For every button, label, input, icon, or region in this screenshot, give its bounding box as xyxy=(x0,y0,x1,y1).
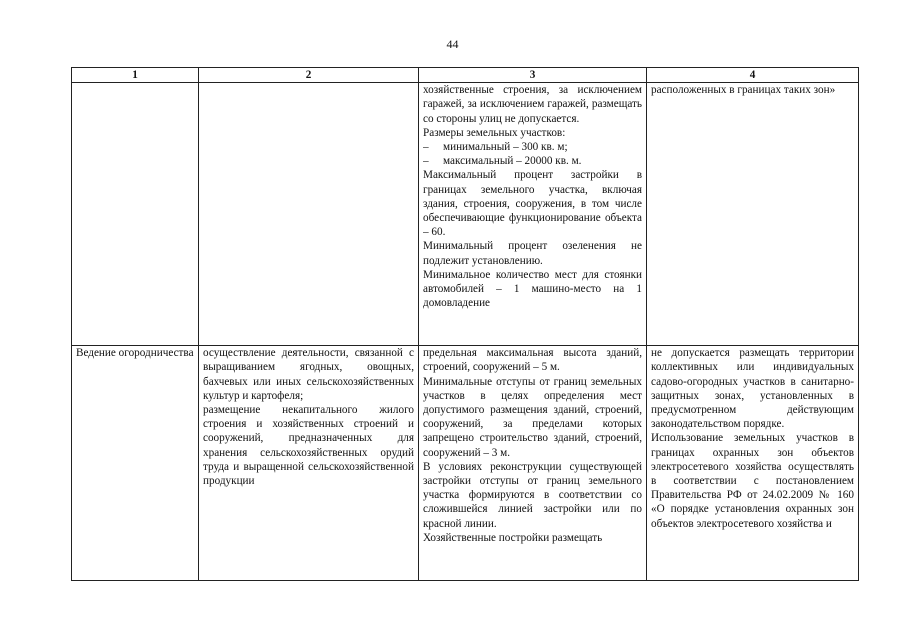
paragraph: не допускается размещать территории коллективных или индивидуальных садово-огородных участков в санитарно-защитных зонах, установленных в предусмотренном действующим законодательством порядке. xyxy=(651,347,854,431)
row1-col4-cell xyxy=(647,83,859,346)
paragraph: В условиях реконструкции существующей застройки отступы от границ земельного участка формируются в соответствии со сложившейся линией застройки или по красной линии. xyxy=(423,460,642,530)
column-header-1: 1 xyxy=(72,68,199,83)
column-header-3: 3 xyxy=(419,68,647,83)
paragraph: предельная максимальная высота зданий, строений, сооружений – 5 м. xyxy=(423,347,642,374)
row2-col2-text xyxy=(203,346,414,580)
row2-col1-cell xyxy=(72,346,199,581)
paragraph: Размеры земельных участков: xyxy=(423,126,566,139)
row1-col3-text xyxy=(423,83,642,345)
table-header-row xyxy=(72,68,859,83)
page-number: 44 xyxy=(446,37,459,51)
row2-col4-text xyxy=(651,346,854,580)
row1-col1-cell xyxy=(72,83,199,346)
paragraph: Минимальный процент озеленения не подлежит установлению. xyxy=(423,240,642,267)
table-row xyxy=(72,83,859,346)
paragraph: Максимальный процент застройки в границах земельного участка, включая здания, строения, сооружения, в том числе обеспечивающие функционирование объекта – 60. xyxy=(423,169,642,239)
paragraph: осуществление деятельности, связанной с выращиванием ягодных, овощных, бахчевых или иных сельскохозяйственных культур и картофеля; xyxy=(203,347,414,402)
list-item: – максимальный – 20000 кв. м. xyxy=(423,155,582,168)
dash-marker: – xyxy=(423,155,429,168)
paragraph: Минимальные отступы от границ земельных участков в целях определения мест допустимого размещения зданий, строений, сооружений, за пределами которых запрещено строительство зданий, строений, сооружений – 3 м. xyxy=(423,375,642,459)
row1-col3-cell xyxy=(419,83,647,346)
row2-col3-text xyxy=(423,346,642,580)
row2-col4-cell xyxy=(647,346,859,581)
column-header-4: 4 xyxy=(647,68,859,83)
table-row xyxy=(72,346,859,581)
paragraph: Минимальное количество мест для стоянки автомобилей – 1 машино-место на 1 домовладение xyxy=(423,268,642,310)
paragraph: Использование земельных участков в границах охранных зон объектов электросетевого хозяйства осуществлять в соответствии с постановлением Правительства РФ от 24.02.2009 № 160 «О порядке установления охранных зон объектов электросетевого хозяйства и xyxy=(651,432,854,530)
paragraph: расположенных в границах таких зон» xyxy=(651,84,836,97)
row2-col3-cell xyxy=(419,346,647,581)
paragraph: Хозяйственные постройки размещать xyxy=(423,531,603,544)
row1-col2-cell xyxy=(199,83,419,346)
regulations-table xyxy=(71,67,859,581)
list-item: – минимальный – 300 кв. м; xyxy=(423,141,568,154)
row1-col4-text xyxy=(651,83,854,345)
paragraph: хозяйственные строения, за исключением гаражей, за исключением гаражей, размещать со стороны улиц не допускается. xyxy=(423,84,642,125)
paragraph: размещение некапитального жилого строения и хозяйственных строений и сооружений, предназначенных для хранения сельскохозяйственных орудий труда и выращенной сельскохозяйственной продукции xyxy=(203,404,414,488)
row2-col2-cell xyxy=(199,346,419,581)
land-use-type: Ведение огородничества xyxy=(76,347,194,360)
column-header-2: 2 xyxy=(199,68,419,83)
dash-marker: – xyxy=(423,141,429,154)
